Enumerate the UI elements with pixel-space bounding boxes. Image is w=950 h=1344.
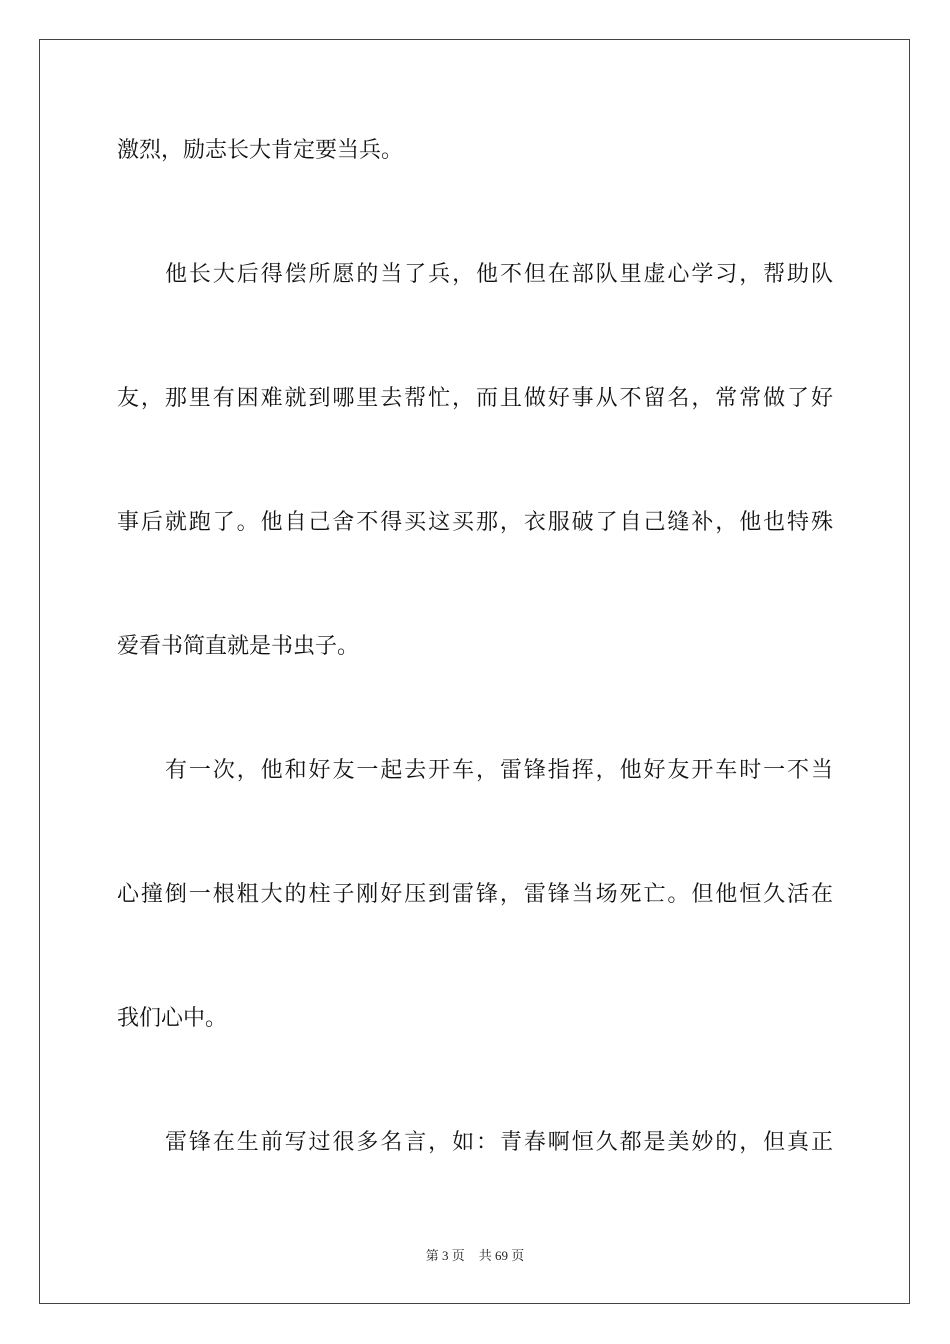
page-footer bbox=[0, 1247, 950, 1265]
text-line: 友，那里有困难就到哪里去帮忙，而且做好事从不留名，常常做了好 bbox=[117, 386, 833, 411]
text-line: 雷锋在生前写过很多名言，如：青春啊恒久都是美妙的，但真正 bbox=[165, 1130, 833, 1155]
text-line: 有一次，他和好友一起去开车，雷锋指挥，他好友开车时一不当 bbox=[165, 758, 833, 783]
page-total: 共 69 页 bbox=[478, 1248, 525, 1263]
page-number: 第 3 页 bbox=[425, 1248, 465, 1263]
text-line: 爱看书简直就是书虫子。 bbox=[117, 634, 360, 659]
text-line: 心撞倒一根粗大的柱子刚好压到雷锋，雷锋当场死亡。但他恒久活在 bbox=[117, 882, 833, 907]
text-line: 我们心中。 bbox=[117, 1006, 228, 1031]
text-line: 事后就跑了。他自己舍不得买这买那，衣服破了自己缝补，他也特殊 bbox=[117, 510, 833, 535]
text-line: 激烈，励志长大肯定要当兵。 bbox=[117, 138, 404, 163]
page-border bbox=[39, 39, 910, 1304]
text-line: 他长大后得偿所愿的当了兵，他不但在部队里虚心学习，帮助队 bbox=[165, 262, 833, 287]
